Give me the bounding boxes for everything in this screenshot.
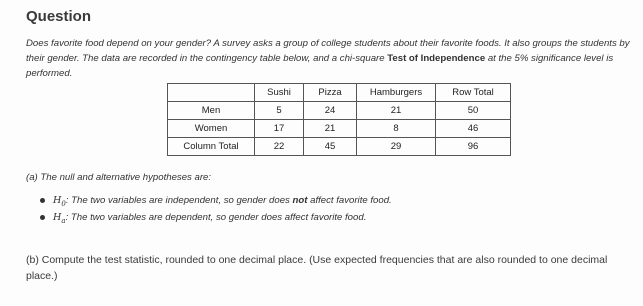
intro-test-name: Test of Independence xyxy=(387,53,486,64)
null-hypothesis xyxy=(40,195,392,208)
ha-subscript: a xyxy=(61,216,66,225)
part-b-prompt: (b) Compute the test statistic, rounded to one decimal place. (Use expected frequencies that are also rounded to one decimal place.) xyxy=(26,254,608,282)
row-label-column-total: Column Total xyxy=(168,138,255,156)
part-a-prompt: (a) The null and alternative hypotheses are: xyxy=(26,172,212,183)
table-header-row-total: Row Total xyxy=(436,84,511,102)
h0-symbol xyxy=(53,195,66,206)
table-cell: 50 xyxy=(436,102,511,120)
table-cell: 29 xyxy=(357,138,436,156)
table-header-hamburgers: Hamburgers xyxy=(357,84,436,102)
question-intro xyxy=(26,36,638,81)
table-header-row xyxy=(168,84,511,102)
ha-text: : The two variables are dependent, so gender does affect favorite food. xyxy=(65,212,367,223)
h0-not-word: not xyxy=(292,195,308,206)
table-cell: 21 xyxy=(304,120,357,138)
table-cell: 5 xyxy=(255,102,304,120)
question-heading: Question xyxy=(26,8,92,25)
table-cell: 96 xyxy=(436,138,511,156)
intro-text-end: at the 5% significance level is performed. xyxy=(26,53,614,79)
table-row xyxy=(168,102,511,120)
table-cell: 24 xyxy=(304,102,357,120)
table-header-pizza: Pizza xyxy=(304,84,357,102)
intro-text-start: Does favorite food depend on your gender? A survey asks a group of college students about their favorite foods. It also groups the students by their gender. The data are recorded in the contingency table below, and a chi-square xyxy=(26,38,630,64)
ha-letter: H xyxy=(53,212,62,223)
bullet-icon xyxy=(40,198,45,203)
table-cell: 22 xyxy=(255,138,304,156)
h0-text-end: affect favorite food. xyxy=(307,195,392,206)
h0-letter: H xyxy=(53,195,62,206)
table-cell: 45 xyxy=(304,138,357,156)
table-cell: 17 xyxy=(255,120,304,138)
table-cell: 21 xyxy=(357,102,436,120)
h0-text-start: : The two variables are independent, so gender does xyxy=(65,195,293,206)
table-header-corner xyxy=(168,84,255,102)
h0-subscript: 0 xyxy=(61,199,66,208)
row-label-men: Men xyxy=(168,102,255,120)
table-cell: 46 xyxy=(436,120,511,138)
ha-symbol xyxy=(53,212,66,223)
alternative-hypothesis xyxy=(40,212,366,225)
bullet-icon xyxy=(40,215,45,220)
table-row xyxy=(168,120,511,138)
table-cell: 8 xyxy=(357,120,436,138)
table-header-sushi: Sushi xyxy=(255,84,304,102)
table-row xyxy=(168,138,511,156)
row-label-women: Women xyxy=(168,120,255,138)
contingency-table xyxy=(167,83,511,156)
